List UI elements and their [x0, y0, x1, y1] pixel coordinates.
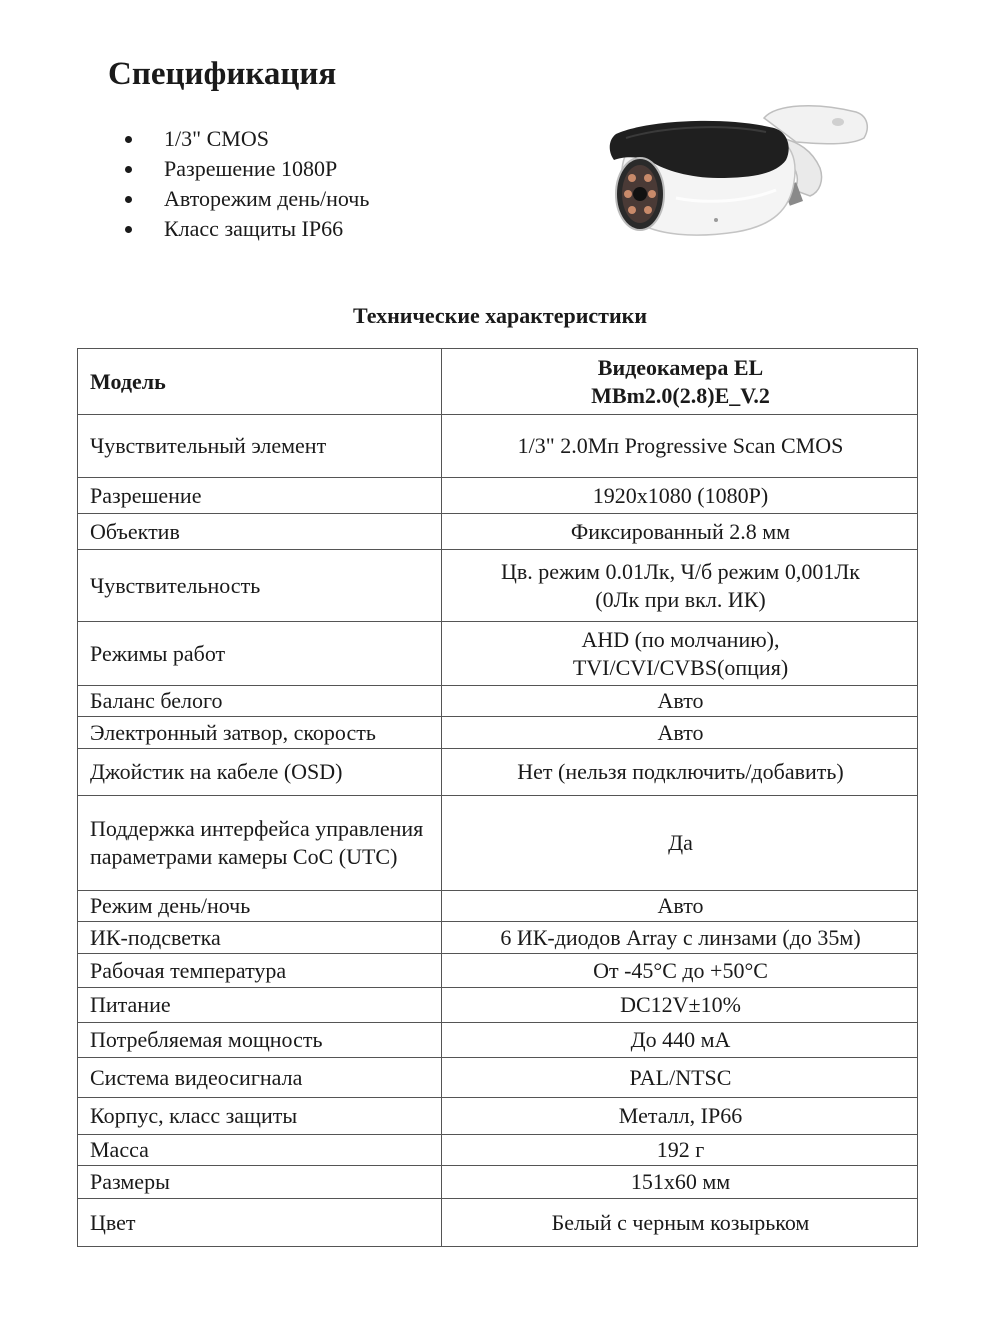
- table-row: [78, 1058, 918, 1098]
- row-label: Потребляемая мощность: [78, 1023, 442, 1058]
- table-row: [78, 1166, 918, 1199]
- specs-table: [77, 348, 918, 1247]
- table-row: [78, 717, 918, 749]
- row-value: DC12V±10%: [442, 988, 918, 1023]
- row-label: Джойстик на кабеле (OSD): [78, 749, 442, 796]
- table-header-row: [78, 349, 918, 415]
- page-title: Спецификация: [108, 56, 337, 92]
- row-value: 151x60 мм: [442, 1166, 918, 1199]
- table-row: [78, 1199, 918, 1247]
- list-item: 1/3" CMOS: [164, 124, 369, 154]
- row-value: От -45°C до +50°C: [442, 954, 918, 988]
- table-row: [78, 622, 918, 686]
- row-label: Питание: [78, 988, 442, 1023]
- row-label: Чувствительность: [78, 550, 442, 622]
- table-row: [78, 891, 918, 922]
- row-label: Режим день/ночь: [78, 891, 442, 922]
- table-row: [78, 1023, 918, 1058]
- table-row: [78, 954, 918, 988]
- spec-bullet-list: [164, 124, 369, 244]
- row-label: Разрешение: [78, 478, 442, 514]
- header-label: Модель: [78, 349, 442, 415]
- row-value: PAL/NTSC: [442, 1058, 918, 1098]
- table-row: [78, 514, 918, 550]
- row-value: 1/3" 2.0Мп Progressive Scan CMOS: [442, 415, 918, 478]
- table-row: [78, 686, 918, 717]
- list-item: Класс защиты IP66: [164, 214, 369, 244]
- row-label: Система видеосигнала: [78, 1058, 442, 1098]
- table-row: [78, 922, 918, 954]
- row-value: AHD (по молчанию), TVI/CVI/CVBS(опция): [442, 622, 918, 686]
- row-label: Объектив: [78, 514, 442, 550]
- row-label: Размеры: [78, 1166, 442, 1199]
- row-label: Поддержка интерфейса управления параметрами камеры CoC (UTC): [78, 796, 442, 891]
- row-value: Да: [442, 796, 918, 891]
- table-row: [78, 478, 918, 514]
- row-value: Авто: [442, 686, 918, 717]
- camera-image: [606, 98, 876, 258]
- table-title: Технические характеристики: [352, 303, 648, 328]
- row-value: Фиксированный 2.8 мм: [442, 514, 918, 550]
- table-row: [78, 988, 918, 1023]
- row-label: ИК-подсветка: [78, 922, 442, 954]
- table-row: [78, 1135, 918, 1166]
- row-value: До 440 мА: [442, 1023, 918, 1058]
- list-item: Авторежим день/ночь: [164, 184, 369, 214]
- row-value: Авто: [442, 891, 918, 922]
- row-label: Цвет: [78, 1199, 442, 1247]
- row-label: Электронный затвор, скорость: [78, 717, 442, 749]
- row-value: Авто: [442, 717, 918, 749]
- list-item: Разрешение 1080P: [164, 154, 369, 184]
- row-value: Белый с черным козырьком: [442, 1199, 918, 1247]
- row-value: 192 г: [442, 1135, 918, 1166]
- row-value: 1920x1080 (1080P): [442, 478, 918, 514]
- header-value: Видеокамера EL MBm2.0(2.8)E_V.2: [442, 349, 918, 415]
- row-label: Масса: [78, 1135, 442, 1166]
- table-row: [78, 550, 918, 622]
- table-row: [78, 1098, 918, 1135]
- table-row: [78, 796, 918, 891]
- table-row: [78, 749, 918, 796]
- row-value: Цв. режим 0.01Лк, Ч/б режим 0,001Лк (0Лк при вкл. ИК): [442, 550, 918, 622]
- row-value: Металл, IP66: [442, 1098, 918, 1135]
- row-label: Рабочая температура: [78, 954, 442, 988]
- row-value: 6 ИК-диодов Array с линзами (до 35м): [442, 922, 918, 954]
- row-label: Баланс белого: [78, 686, 442, 717]
- row-value: Нет (нельзя подключить/добавить): [442, 749, 918, 796]
- row-label: Корпус, класс защиты: [78, 1098, 442, 1135]
- row-label: Чувствительный элемент: [78, 415, 442, 478]
- table-row: [78, 415, 918, 478]
- row-label: Режимы работ: [78, 622, 442, 686]
